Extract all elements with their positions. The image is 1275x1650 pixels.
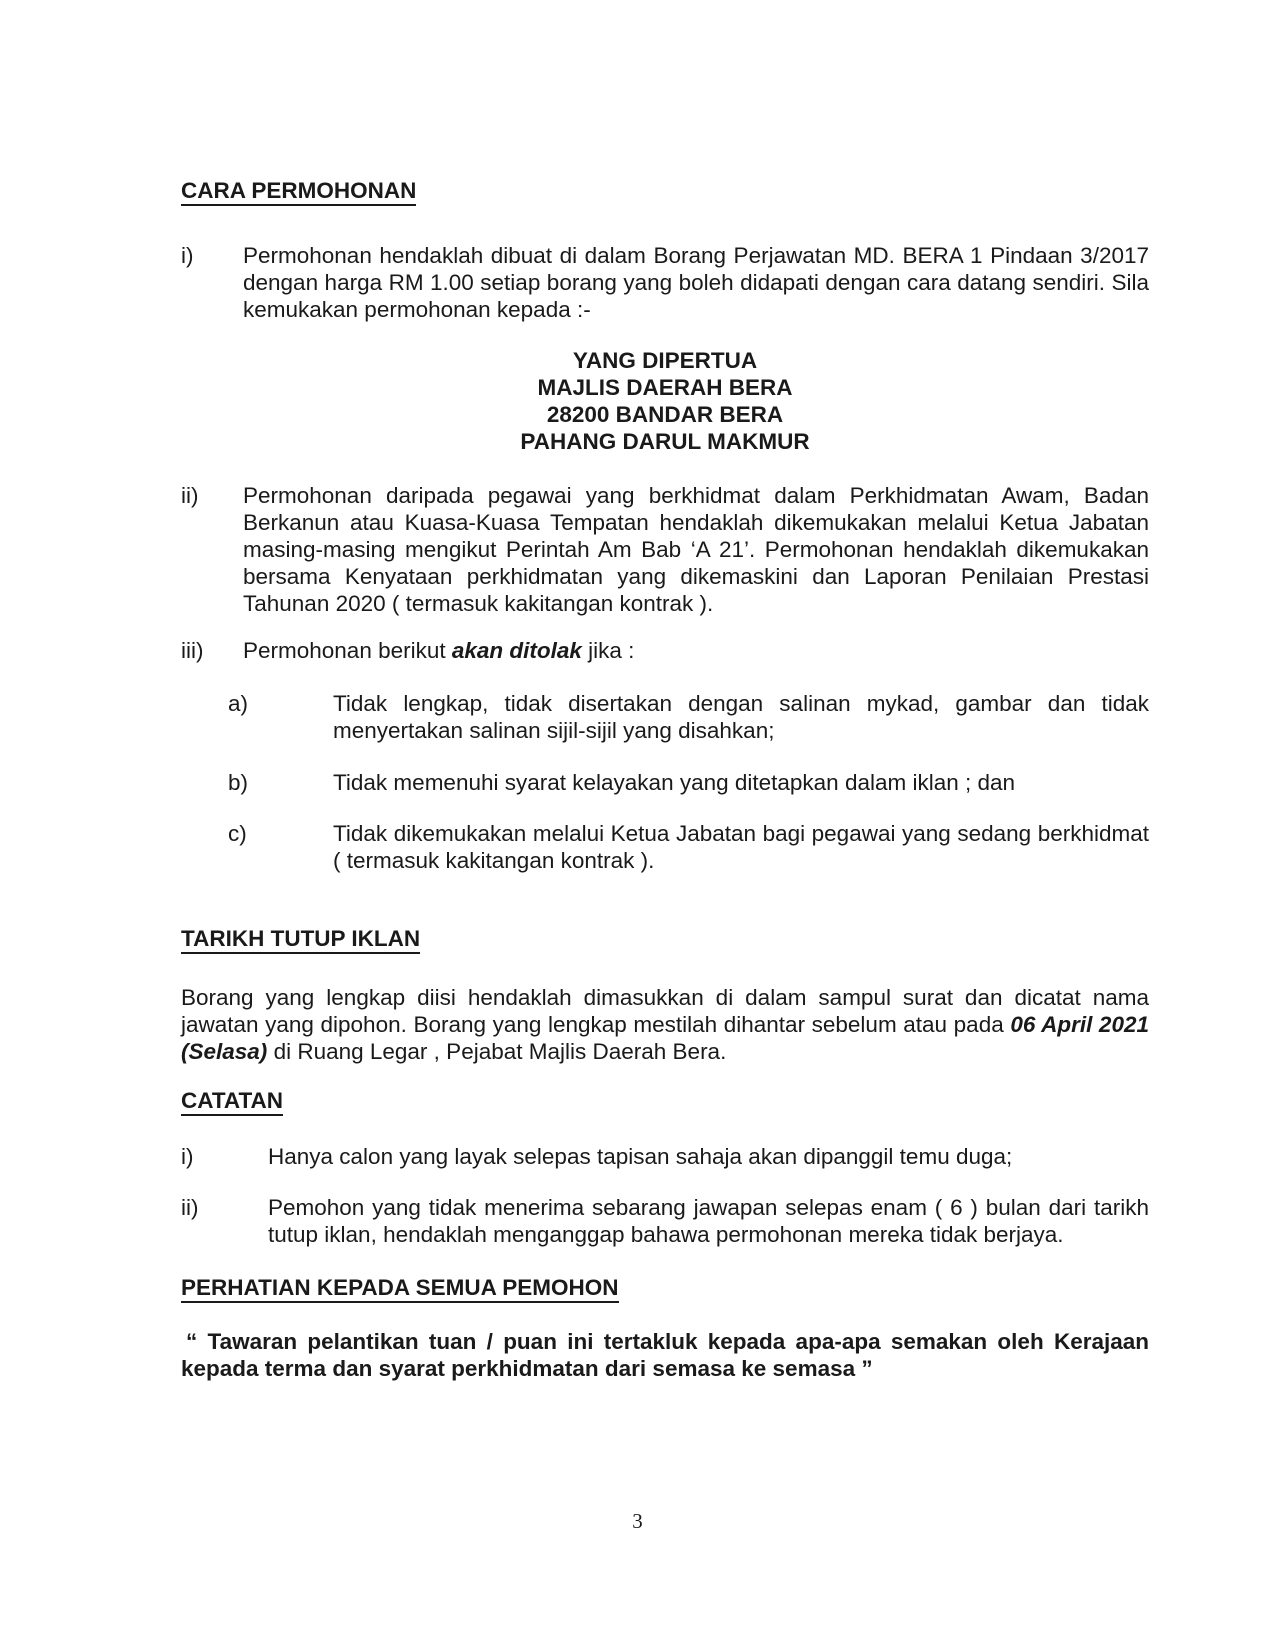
page-number: 3 — [632, 1509, 643, 1533]
text-segment: Permohonan berikut — [243, 638, 452, 663]
sublist-item-c — [228, 820, 1149, 874]
heading-text: TARIKH TUTUP IKLAN — [181, 925, 420, 954]
catatan-item-i — [181, 1143, 1149, 1170]
address-block — [181, 347, 1149, 455]
address-line: MAJLIS DAERAH BERA — [537, 375, 793, 400]
section-heading-tarikh-tutup-iklan — [181, 925, 1149, 954]
address-line: PAHANG DARUL MAKMUR — [520, 429, 810, 454]
section-heading-perhatian — [181, 1274, 1149, 1303]
list-marker: ii) — [181, 1195, 199, 1220]
closing-date-text: 06 April 2021 (Selasa) — [181, 1012, 1149, 1064]
list-item-text: Pemohon yang tidak menerima sebarang jawapan selepas enam ( 6 ) bulan dari tarikh tutup iklan, hendaklah menganggap bahawa permohonan mereka tidak berjaya. — [268, 1195, 1149, 1247]
list-item-text: Permohonan hendaklah dibuat di dalam Borang Perjawatan MD. BERA 1 Pindaan 3/2017 dengan harga RM 1.00 setiap borang yang boleh didapati dengan cara datang sendiri. Sila kemukakan permohonan kepada :- — [243, 243, 1149, 322]
catatan-item-ii — [181, 1194, 1149, 1248]
address-line: 28200 BANDAR BERA — [546, 402, 784, 427]
list-item-text — [243, 637, 1149, 664]
list-item-text: Hanya calon yang layak selepas tapisan sahaja akan dipanggil temu duga; — [268, 1144, 1013, 1169]
text-segment: jika : — [581, 638, 635, 663]
list-marker: b) — [228, 770, 249, 795]
text-segment: Borang yang lengkap diisi hendaklah dimasukkan di dalam sampul surat dan dicatat nama jawatan yang dipohon. Borang yang lengkap mestilah dihantar sebelum atau pada — [181, 985, 1149, 1037]
paragraph-tarikh — [181, 984, 1149, 1065]
list-marker: i) — [181, 243, 194, 268]
notice-quote: “ Tawaran pelantikan tuan / puan ini tertakluk kepada apa-apa semakan oleh Kerajaan kepada terma dan syarat perkhidmatan dari semasa ke semasa ” — [181, 1329, 1149, 1381]
list-marker: i) — [181, 1144, 194, 1169]
list-marker: ii) — [181, 483, 199, 508]
list-item-ii — [181, 482, 1149, 617]
section-heading-catatan — [181, 1087, 1149, 1116]
sublist-item-b — [228, 769, 1149, 796]
section-heading-cara-permohonan — [181, 177, 1149, 206]
heading-text: PERHATIAN KEPADA SEMUA PEMOHON — [181, 1274, 619, 1303]
list-item-text: Tidak memenuhi syarat kelayakan yang ditetapkan dalam iklan ; dan — [333, 770, 1016, 795]
list-marker: iii) — [181, 638, 204, 663]
list-item-text: Permohonan daripada pegawai yang berkhidmat dalam Perkhidmatan Awam, Badan Berkanun atau Kuasa-Kuasa Tempatan hendaklah dikemukakan melalui Ketua Jabatan masing-masing mengikut Perintah Am Bab ‘A 21’. Permohonan hendaklah dikemukakan bersama Kenyataan perkhidmatan yang dikemaskini dan Laporan Penilaian Prestasi Tahunan 2020 ( termasuk kakitangan kontrak ). — [243, 483, 1149, 616]
heading-text: CATATAN — [181, 1087, 283, 1116]
heading-text: CARA PERMOHONAN — [181, 177, 416, 206]
list-marker: a) — [228, 691, 249, 716]
list-item-text: Tidak dikemukakan melalui Ketua Jabatan bagi pegawai yang sedang berkhidmat ( termasuk kakitangan kontrak ). — [333, 821, 1149, 873]
emphasized-text: akan ditolak — [451, 638, 582, 663]
list-item-iii — [181, 637, 1149, 664]
list-item-text: Tidak lengkap, tidak disertakan dengan salinan mykad, gambar dan tidak menyertakan salinan sijil-sijil yang disahkan; — [333, 691, 1149, 743]
list-item-i — [181, 242, 1149, 323]
list-marker: c) — [228, 821, 247, 846]
sublist-item-a — [228, 690, 1149, 744]
text-segment: di Ruang Legar , Pejabat Majlis Daerah Bera. — [267, 1039, 727, 1064]
document-content — [181, 177, 1149, 1382]
address-line: YANG DIPERTUA — [572, 348, 758, 373]
